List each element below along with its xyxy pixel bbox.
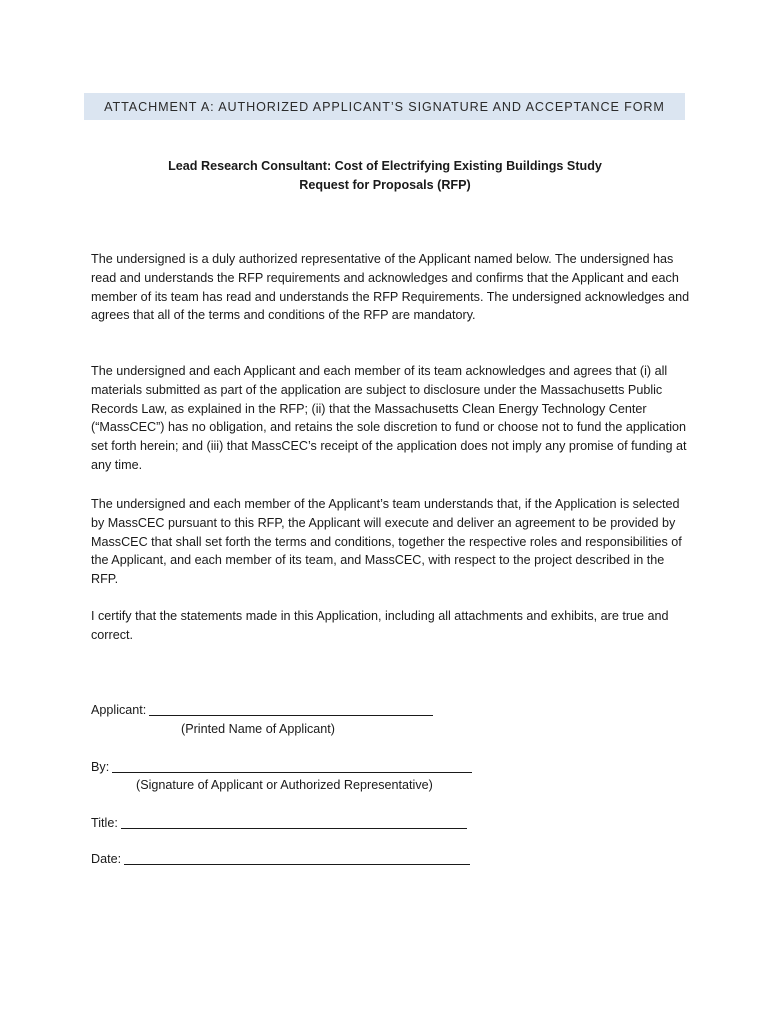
by-label: By: [91,760,110,774]
applicant-caption: (Printed Name of Applicant) [181,722,335,736]
attachment-title: ATTACHMENT A: AUTHORIZED APPLICANT’S SIGNATURE AND ACCEPTANCE FORM [104,99,665,114]
signature-caption: (Signature of Applicant or Authorized Representative) [136,778,433,792]
paragraph-disclosure [91,362,691,475]
title-line[interactable] [121,815,467,829]
paragraph-text: The undersigned and each member of the Applicant’s team understands that, if the Application is selected by MassCEC pursuant to this RFP, the Applicant will execute and deliver an agreement to be provided by MassCEC that shall set forth the terms and conditions, together the respective roles and responsibilities of the Applicant, and each member of its team, and MassCEC, with respect to the project described in the RFP. [91,497,682,587]
paragraph-agreement [91,495,691,589]
applicant-label: Applicant: [91,703,147,717]
paragraph-authorization [91,250,691,325]
applicant-name-line[interactable] [149,702,433,716]
title-label: Title: [91,816,118,830]
paragraph-text: The undersigned is a duly authorized representative of the Applicant named below. The undersigned has read and understands the RFP requirements and acknowledges and confirms that the Applicant and each member of its team has read and understands the RFP Requirements. The undersigned acknowledges and agrees that all of the terms and conditions of the RFP are mandatory. [91,252,690,323]
paragraph-text: The undersigned and each Applicant and each member of its team acknowledges and agrees that (i) all materials submitted as part of the application are subject to disclosure under the Massachusetts Public Records Law, as explained in the RFP; (ii) that the Massachusetts Clean Energy Technology Center (“MassCEC”) has no obligation, and retains the sole discretion to fund or choose not to fund the application set forth herein; and (iii) that MassCEC’s receipt of the application does not imply any promise of funding at any time. [91,364,687,472]
paragraph-text: I certify that the statements made in this Application, including all attachments and exhibits, are true and correct. [91,609,669,642]
signature-line[interactable] [112,759,472,773]
study-title: Lead Research Consultant: Cost of Electrifying Existing Buildings Study [168,159,602,173]
rfp-subtitle: Request for Proposals (RFP) [299,178,471,192]
date-field-row [91,850,470,868]
document-title-block [0,157,770,195]
applicant-field-row [91,701,433,719]
paragraph-certification [91,607,691,645]
by-field-row [91,758,472,776]
title-field-row [91,814,467,832]
attachment-header-band [84,93,685,120]
date-label: Date: [91,852,122,866]
date-line[interactable] [124,851,470,865]
